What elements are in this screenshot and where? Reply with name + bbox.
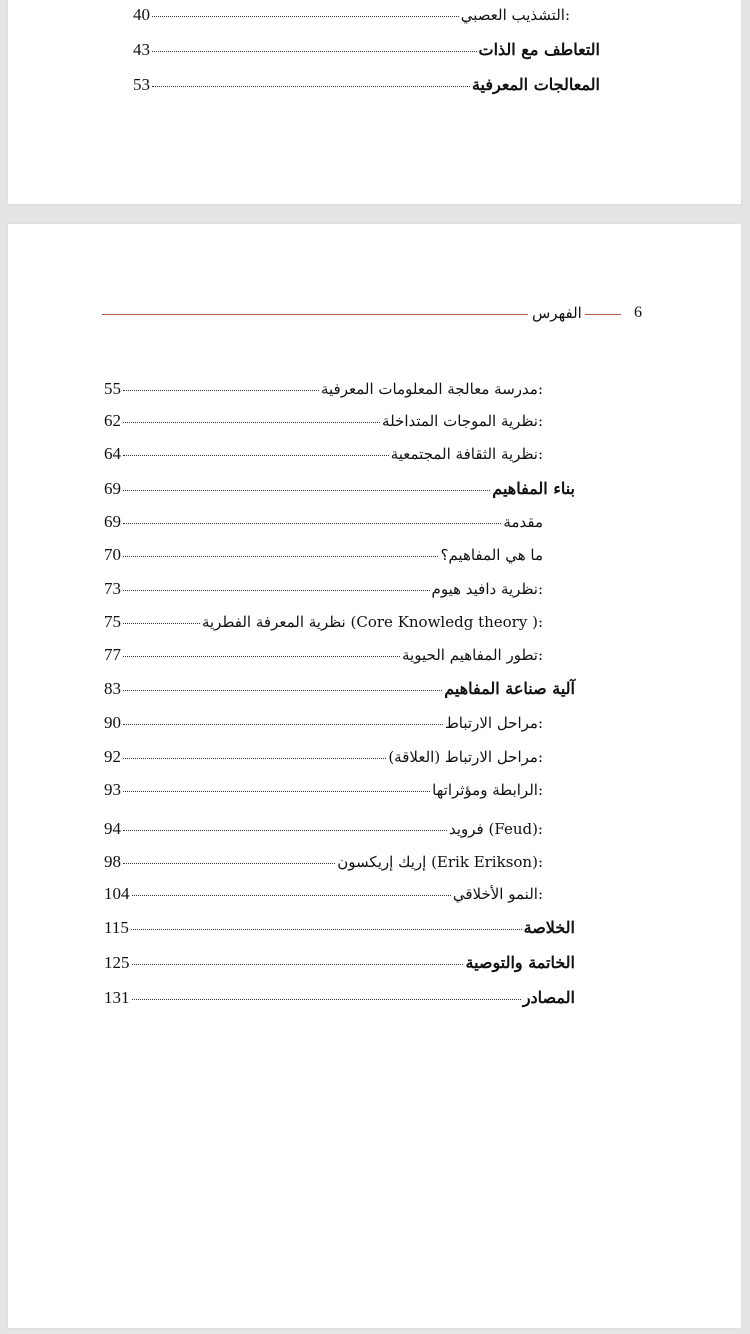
toc-entry-title: فرويد (Feud): [448, 820, 543, 838]
toc-entry-page: 75 [104, 612, 121, 631]
toc-entry [104, 512, 543, 542]
toc-entry-title: بناء المفاهيم [492, 479, 575, 498]
toc-dot-leader [132, 964, 464, 965]
toc-entry [104, 379, 543, 409]
current-page [8, 224, 741, 1328]
toc-entry [133, 40, 600, 70]
toc-entry-page: 83 [104, 679, 121, 698]
toc-entry [104, 444, 543, 474]
toc-entry-page: 53 [133, 75, 150, 94]
toc-entry-title: مراحل الارتباط: [444, 714, 543, 732]
toc-entry [104, 918, 575, 948]
toc-entry-page: 92 [104, 747, 121, 766]
toc-dot-leader [123, 863, 335, 864]
toc-entry-title: ما هي المفاهيم؟ [440, 546, 543, 564]
toc-entry-title: الخلاصة [523, 918, 575, 937]
toc-entry [104, 545, 543, 575]
toc-dot-leader [123, 523, 501, 524]
toc-entry [104, 884, 543, 914]
toc-entry-title: المعالجات المعرفية [471, 75, 600, 94]
toc-dot-leader [123, 623, 200, 624]
toc-entry-title: نظرية الثقافة المجتمعية: [390, 445, 543, 463]
toc-entry-page: 93 [104, 780, 121, 799]
toc-entry-page: 70 [104, 545, 121, 564]
toc-dot-leader [131, 929, 522, 930]
toc-entry [104, 852, 543, 882]
toc-entry-page: 64 [104, 444, 121, 463]
toc-dot-leader [132, 895, 451, 896]
running-header [102, 304, 648, 324]
toc-dot-leader [152, 16, 459, 17]
toc-dot-leader [132, 999, 521, 1000]
toc-entry-page: 43 [133, 40, 150, 59]
toc-dot-leader [123, 758, 386, 759]
toc-entry-page: 62 [104, 411, 121, 430]
toc-entry-title: الخاتمة والتوصية [465, 953, 575, 972]
toc-entry [104, 579, 543, 609]
toc-entry [104, 645, 543, 675]
toc-entry-title: الرابطة ومؤثراتها: [432, 781, 543, 799]
toc-entry [133, 75, 600, 105]
toc-entry-page: 125 [104, 953, 130, 972]
toc-dot-leader [123, 656, 400, 657]
toc-entry-title: التعاطف مع الذات [478, 40, 600, 59]
toc-dot-leader [123, 422, 380, 423]
toc-entry-page: 40 [133, 5, 150, 24]
toc-entry-page: 94 [104, 819, 121, 838]
toc-entry [104, 780, 543, 810]
header-rule [102, 314, 528, 315]
toc-entry [104, 713, 543, 743]
toc-entry-title: مراحل الارتباط (العلاقة): [388, 748, 543, 766]
toc-entry-page: 90 [104, 713, 121, 732]
toc-entry-page: 98 [104, 852, 121, 871]
previous-page [8, 0, 741, 204]
toc-entry-page: 131 [104, 988, 130, 1007]
toc-entry [104, 411, 543, 441]
toc-entry-title: المصادر [522, 988, 575, 1007]
toc-entry [104, 747, 543, 777]
toc-entry-page: 104 [104, 884, 130, 903]
toc-entry [104, 479, 575, 509]
toc-dot-leader [152, 51, 477, 52]
toc-entry [104, 953, 575, 983]
header-dash [585, 314, 621, 315]
toc-entry-title: تطور المفاهيم الحيوية: [402, 646, 543, 664]
toc-entry-title: آلية صناعة المفاهيم [444, 679, 575, 698]
toc-dot-leader [123, 724, 443, 725]
toc-entry-title: نظرية الموجات المتداخلة: [382, 412, 543, 430]
toc-dot-leader [123, 490, 490, 491]
toc-entry [133, 5, 570, 35]
toc-entry-title: نظرية دافيد هيوم: [431, 580, 543, 598]
toc-entry-page: 55 [104, 379, 121, 398]
toc-entry-title: النمو الأخلاقي: [452, 885, 543, 903]
toc-dot-leader [123, 390, 319, 391]
toc-entry-page: 77 [104, 645, 121, 664]
toc-entry-title: نظرية المعرفة الفطرية (Core Knowledg theory ): [201, 613, 543, 631]
toc-entry-title: مدرسة معالجة المعلومات المعرفية: [320, 380, 543, 398]
toc-entry [104, 819, 543, 849]
toc-dot-leader [123, 830, 447, 831]
page-number: 6 [634, 304, 642, 321]
toc-entry-title: التشذيب العصبي: [460, 6, 570, 24]
header-title: الفهرس [532, 304, 582, 322]
toc-entry-page: 73 [104, 579, 121, 598]
toc-entry-page: 69 [104, 512, 121, 531]
toc-entry-title: إريك إريكسون (Erik Erikson): [337, 853, 543, 871]
toc-dot-leader [123, 590, 430, 591]
toc-entry [104, 612, 543, 642]
toc-entry [104, 988, 575, 1018]
toc-entry-page: 115 [104, 918, 129, 937]
toc-dot-leader [123, 791, 430, 792]
toc-entry-title: مقدمة [503, 513, 543, 531]
toc-entry [104, 679, 575, 709]
toc-dot-leader [123, 690, 442, 691]
toc-entry-page: 69 [104, 479, 121, 498]
toc-dot-leader [123, 455, 389, 456]
toc-dot-leader [123, 556, 438, 557]
toc-dot-leader [152, 86, 470, 87]
